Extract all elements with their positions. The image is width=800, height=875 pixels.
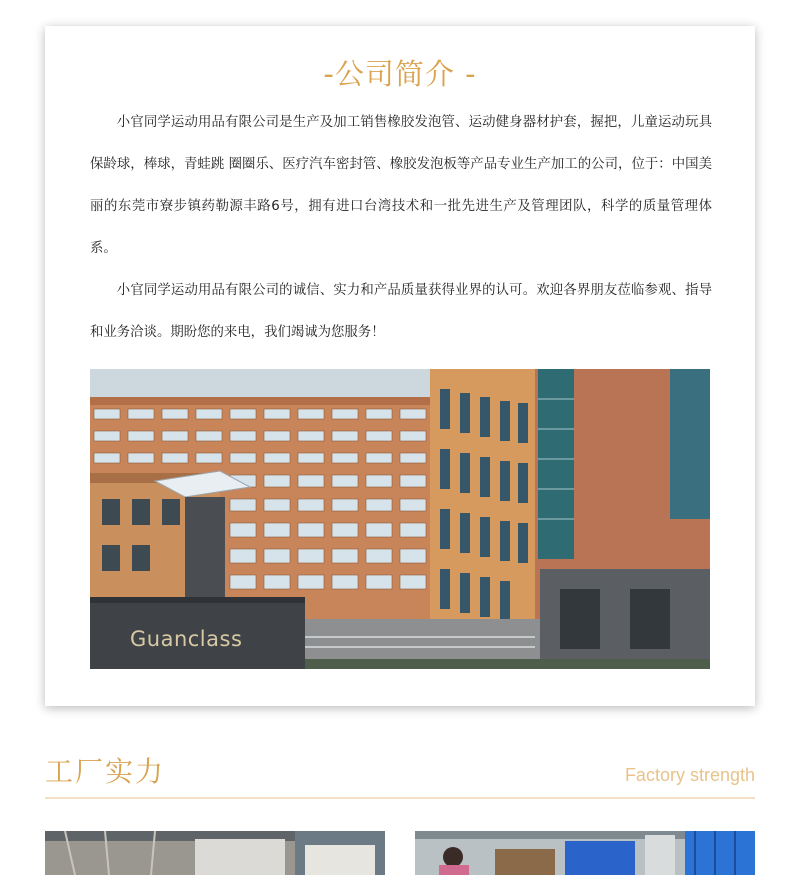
intro-paragraph-1: 小官同学运动用品有限公司是生产及加工销售橡胶发泡管、运动健身器材护套，握把，儿童运动玩具保龄球，棒球，青蛙跳 圈圈乐、医疗汽车密封管、橡胶发泡板等产品专业生产加工的公司，位于：中国美丽的东莞市寮步镇药勒源丰路6号，拥有进口台湾技术和一批先进生产及管理团队，科学的质量管理体系。 (90, 115, 712, 256)
intro-paragraph-2: 小官同学运动用品有限公司的诚信、实力和产品质量获得业界的认可。欢迎各界朋友莅临参观、指导和业务洽谈。期盼您的来电，我们竭诚为您服务！ (90, 283, 712, 340)
factory-photo-2 (415, 831, 755, 875)
workshop-illustration (415, 831, 755, 875)
company-building-photo (90, 369, 710, 669)
factory-floor-illustration (45, 831, 385, 875)
intro-title: -公司简介 - (323, 57, 477, 91)
intro-text (90, 102, 712, 354)
building-illustration (90, 369, 710, 669)
company-intro-card (45, 26, 755, 706)
factory-photo-1 (45, 831, 385, 875)
section-divider (45, 797, 755, 799)
building-sign: Guanclass (130, 627, 243, 651)
factory-section-title: 工厂实力 (45, 755, 166, 788)
factory-section-subtitle: Factory strength (624, 765, 755, 785)
